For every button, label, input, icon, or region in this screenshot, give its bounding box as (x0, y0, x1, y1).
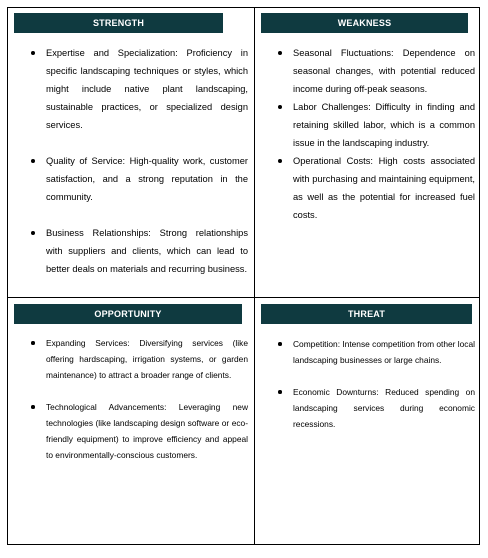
opportunity-quadrant (8, 298, 254, 544)
strength-quadrant (8, 8, 254, 297)
weakness-quadrant (255, 8, 479, 297)
weakness-header: WEAKNESS (261, 13, 468, 33)
list-item: Expanding Services: Diversifying services (like offering hardscaping, irrigation systems, or garden maintenance) to attract a broader range of clients. (46, 335, 248, 383)
list-item: Business Relationships: Strong relationships with suppliers and clients, which can lead to better deals on materials and recurring business. (46, 224, 248, 278)
weakness-list (293, 44, 475, 224)
strength-list (46, 44, 248, 296)
list-item: Seasonal Fluctuations: Dependence on seasonal changes, with potential reduced income during off-peak seasons. (293, 44, 475, 98)
opportunity-list (46, 335, 248, 479)
swot-grid (7, 7, 480, 545)
threat-quadrant (255, 298, 479, 544)
list-item: Quality of Service: High-quality work, customer satisfaction, and a strong reputation in the community. (46, 152, 248, 206)
list-item: Competition: Intense competition from other local landscaping businesses or large chains. (293, 336, 475, 368)
threat-list (293, 336, 475, 448)
opportunity-header: OPPORTUNITY (14, 304, 242, 324)
list-item: Operational Costs: High costs associated with purchasing and maintaining equipment, as well as the potential for increased fuel costs. (293, 152, 475, 224)
threat-header: THREAT (261, 304, 472, 324)
list-item: Expertise and Specialization: Proficiency in specific landscaping techniques or styles, which might include native plant landscaping, sustainable practices, or specialized design services. (46, 44, 248, 134)
list-item: Labor Challenges: Difficulty in finding and retaining skilled labor, which is a common issue in the landscaping industry. (293, 98, 475, 152)
strength-header: STRENGTH (14, 13, 223, 33)
list-item: Technological Advancements: Leveraging new technologies (like landscaping design software or eco-friendly equipment) to improve efficiency and appeal to environmentally-conscious customers. (46, 399, 248, 463)
list-item: Economic Downturns: Reduced spending on landscaping services during economic recessions. (293, 384, 475, 432)
